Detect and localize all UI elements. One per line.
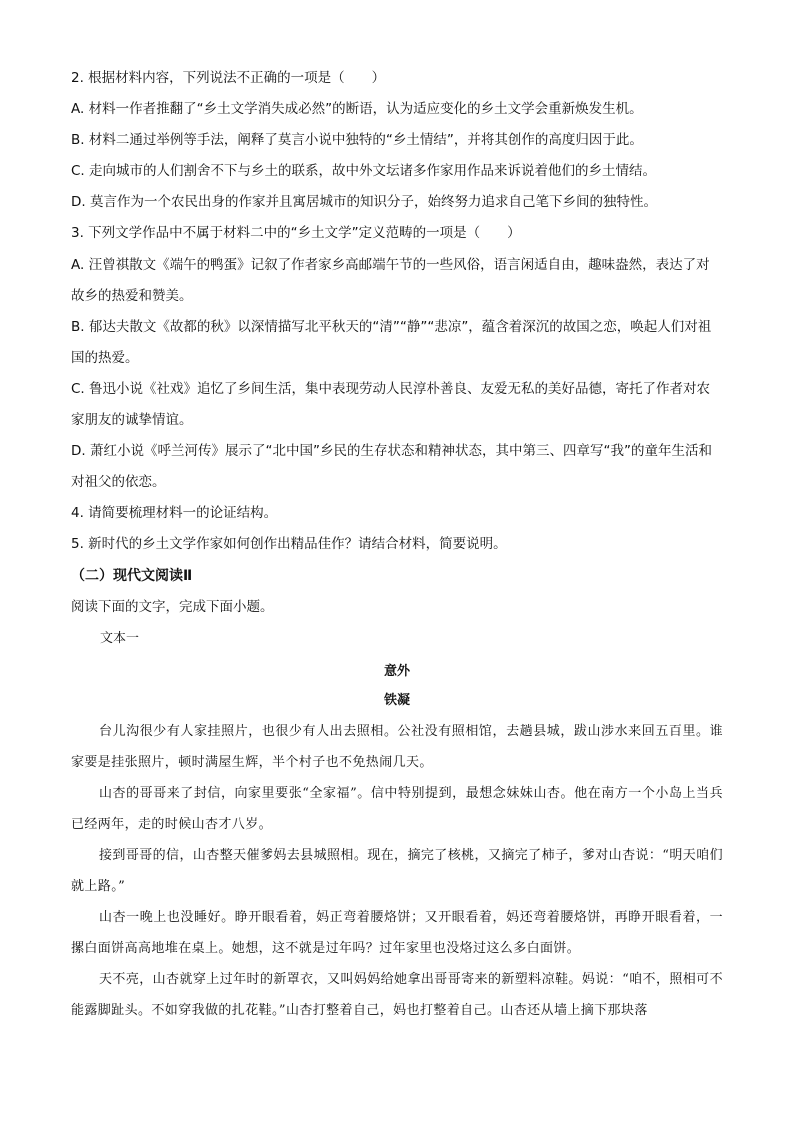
question-3-option-c: C. 鲁迅小说《社戏》追忆了乡间生活，集中表现劳动人民淳朴善良、友爱无私的美好品德，寄托了作者对农家朋友的诚挚情谊。	[71, 381, 711, 428]
question-5: 5. 新时代的乡土文学作家如何创作出精品佳作？请结合材料，简要说明。	[71, 536, 507, 552]
question-3: 3. 下列文学作品中不属于材料二中的“乡土文学”定义范畴的一项是（ ）	[71, 225, 521, 241]
story-paragraph: 山杏的哥哥来了封信，向家里要张“全家福”。信中特别提到，最想念妹妹山杏。他在南方一个小岛上当兵已经两年，走的时候山杏才八岁。	[71, 786, 723, 832]
section-heading: （二）现代文阅读Ⅱ	[71, 568, 193, 584]
question-2-option-b: B. 材料二通过举例等手法，阐释了莫言小说中独特的“乡土情结”，并将其创作的高度归因于此。	[71, 132, 643, 148]
question-2-option-c: C. 走向城市的人们割舍不下与乡土的联系，故中外文坛诸多作家用作品来诉说着他们的乡土情结。	[71, 163, 657, 179]
story-paragraph: 天不亮，山杏就穿上过年时的新罩衣，又叫妈妈给她拿出哥哥寄来的新塑料凉鞋。妈说：“咱不，照相可不能露脚趾头。不如穿我做的扎花鞋。”山杏打整着自己，妈也打整着自己。山杏还从墙上摘下那块落	[71, 972, 723, 1018]
question-3-option-b: B. 郁达夫散文《故都的秋》以深情描写北平秋天的“清”“静”“悲凉”，蕴含着深沉的故国之恋，唤起人们对祖国的热爱。	[71, 319, 712, 366]
section-instruction: 阅读下面的文字，完成下面小题。	[71, 599, 274, 615]
story-paragraph: 接到哥哥的信，山杏整天催爹妈去县城照相。现在，摘完了核桃，又摘完了柿子，爹对山杏说：“明天咱们就上路。”	[71, 848, 723, 894]
story-paragraph: 台儿沟很少有人家挂照片，也很少有人出去照相。公社没有照相馆，去趟县城，跋山涉水来回五百里。谁家要是挂张照片，顿时满屋生辉，半个村子也不免热闹几天。	[71, 724, 723, 770]
question-2: 2. 根据材料内容，下列说法不正确的一项是（ ）	[71, 70, 386, 86]
question-2-option-d: D. 莫言作为一个农民出身的作家并且寓居城市的知识分子，始终努力追求自己笔下乡间的独特性。	[71, 194, 657, 210]
question-3-option-a: A. 汪曾祺散文《端午的鸭蛋》记叙了作者家乡高邮端午节的一些风俗，语言闲适自由，趣味盎然，表达了对故乡的热爱和赞美。	[71, 257, 710, 304]
story-title: 意外	[383, 664, 410, 679]
story-paragraph: 山杏一晚上也没睡好。睁开眼看着，妈正弯着腰烙饼；又开眼看着，妈还弯着腰烙饼，再睁开眼看着，一摞白面饼高高地堆在桌上。她想，这不就是过年吗？过年家里也没烙过这么多白面饼。	[71, 910, 723, 956]
story-author: 铁凝	[383, 693, 410, 708]
question-2-option-a: A. 材料一作者推翻了“乡土文学消失成必然”的断语，认为适应变化的乡土文学会重新焕发生机。	[71, 101, 643, 117]
question-4: 4. 请简要梳理材料一的论证结构。	[71, 505, 278, 521]
text-label: 文本一	[100, 631, 140, 646]
question-3-option-d: D. 萧红小说《呼兰河传》展示了“北中国”乡民的生存状态和精神状态，其中第三、四章写“我”的童年生活和对祖父的依恋。	[71, 443, 712, 490]
